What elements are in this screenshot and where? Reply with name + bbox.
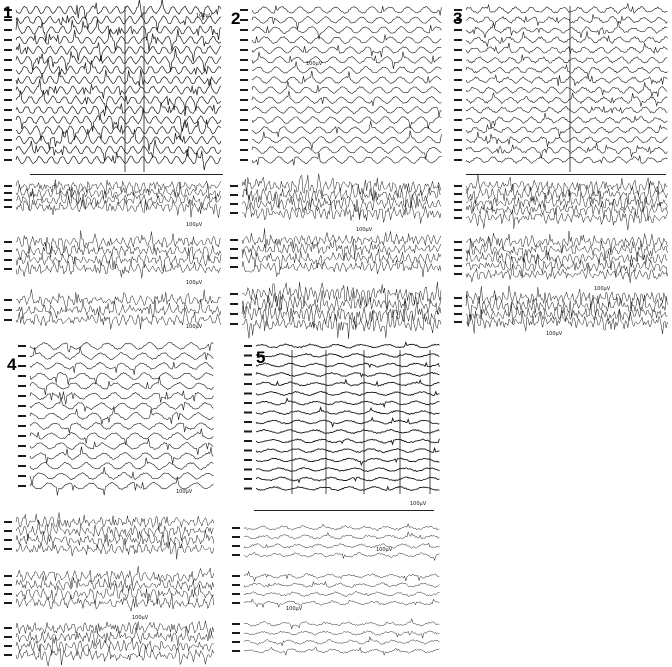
channel-label-mark <box>232 575 240 577</box>
channel-label-mark <box>240 119 248 121</box>
eeg-trace <box>466 143 667 158</box>
channel-label-mark <box>4 39 12 41</box>
channel-label-mark <box>454 185 462 187</box>
eeg-trace <box>244 553 439 561</box>
eeg-trace <box>244 647 439 655</box>
eeg-trace <box>256 487 439 491</box>
channel-label-mark <box>4 309 12 311</box>
eeg-trace <box>252 107 441 117</box>
eeg-trace <box>256 468 439 472</box>
channel-label-mark <box>230 303 238 305</box>
eeg-trace <box>30 423 213 434</box>
eeg-trace <box>256 458 439 465</box>
channel-label-mark <box>454 201 462 203</box>
channel-label-mark <box>4 139 12 141</box>
eeg-trace <box>252 62 441 74</box>
channel-label-mark <box>244 364 252 366</box>
channel-label-mark <box>18 375 26 377</box>
channel-label-mark <box>244 374 252 376</box>
channel-label-mark <box>232 632 240 634</box>
eeg-trace <box>466 93 667 107</box>
channel-label-mark <box>18 475 26 477</box>
channel-label-mark <box>454 241 462 243</box>
eeg-trace <box>466 82 667 97</box>
eeg-trace <box>466 156 667 164</box>
channel-label-mark <box>454 159 462 161</box>
eeg-trace <box>466 190 667 212</box>
scale-bar-label: 100µV <box>196 13 213 19</box>
eeg-trace <box>242 174 441 201</box>
channel-label-mark <box>454 89 462 91</box>
panel-number-5: 5 <box>256 348 266 367</box>
eeg-trace <box>466 14 667 27</box>
channel-label-mark <box>244 412 252 414</box>
channel-label-mark <box>454 49 462 51</box>
eeg-trace <box>16 520 214 542</box>
channel-label-mark <box>454 273 462 275</box>
eeg-trace <box>252 116 441 129</box>
channel-label-mark <box>4 548 12 550</box>
eeg-trace <box>30 347 213 360</box>
channel-label-mark <box>454 209 462 211</box>
channel-label-mark <box>4 299 12 301</box>
channel-label-mark <box>4 584 12 586</box>
channel-label-mark <box>454 69 462 71</box>
eeg-trace <box>244 543 439 548</box>
eeg-trace <box>466 21 667 38</box>
eeg-trace <box>16 513 214 531</box>
eeg-trace <box>30 391 213 405</box>
channel-label-mark <box>454 265 462 267</box>
eeg-trace <box>242 309 441 339</box>
eeg-trace <box>256 363 439 367</box>
channel-label-mark <box>244 431 252 433</box>
eeg-trace <box>252 45 441 57</box>
channel-label-mark <box>232 623 240 625</box>
channel-label-mark <box>244 459 252 461</box>
channel-label-mark <box>4 602 12 604</box>
eeg-trace <box>244 532 439 540</box>
eeg-trace <box>252 147 441 159</box>
channel-label-mark <box>4 199 12 201</box>
channel-label-mark <box>4 192 12 194</box>
eeg-trace <box>256 439 439 445</box>
scale-bar-label: 100µV <box>356 227 373 233</box>
eeg-trace <box>252 25 441 39</box>
channel-label-mark <box>4 99 12 101</box>
channel-label-mark <box>454 39 462 41</box>
eeg-trace <box>466 55 667 64</box>
channel-label-mark <box>240 29 248 31</box>
timeline-rule <box>466 174 666 175</box>
channel-label-mark <box>244 421 252 423</box>
eeg-trace <box>16 593 214 611</box>
channel-label-mark <box>244 488 252 490</box>
channel-label-mark <box>230 257 238 259</box>
channel-label-mark <box>4 521 12 523</box>
channel-label-mark <box>454 119 462 121</box>
scale-bar-label: 100µV <box>186 324 203 330</box>
channel-label-mark <box>230 293 238 295</box>
channel-label-mark <box>4 109 12 111</box>
channel-label-mark <box>4 627 12 629</box>
channel-label-mark <box>232 602 240 604</box>
scale-bar-label: 100µV <box>306 61 323 67</box>
channel-label-mark <box>18 405 26 407</box>
channel-label-mark <box>18 465 26 467</box>
channel-label-mark <box>240 19 248 21</box>
eeg-trace <box>244 582 439 588</box>
channel-label-mark <box>240 49 248 51</box>
channel-label-mark <box>244 345 252 347</box>
channel-label-mark <box>240 69 248 71</box>
channel-label-mark <box>454 249 462 251</box>
channel-label-mark <box>454 297 462 299</box>
scale-bar-label: 100µV <box>410 501 427 507</box>
eeg-trace <box>242 260 441 277</box>
eeg-trace <box>244 619 439 629</box>
channel-label-mark <box>454 193 462 195</box>
channel-label-mark <box>230 212 238 214</box>
scale-bar-label: 100µV <box>286 606 303 612</box>
channel-label-mark <box>240 39 248 41</box>
eeg-trace <box>466 75 667 86</box>
eeg-trace <box>244 637 439 646</box>
channel-label-mark <box>232 554 240 556</box>
eeg-trace <box>30 439 213 455</box>
scale-bar-label: 100µV <box>376 547 393 553</box>
eeg-trace <box>466 43 667 54</box>
eeg-trace <box>30 362 213 375</box>
channel-label-mark <box>454 29 462 31</box>
channel-label-mark <box>18 345 26 347</box>
channel-label-mark <box>4 159 12 161</box>
eeg-trace <box>256 380 439 386</box>
channel-label-mark <box>18 425 26 427</box>
channel-label-mark <box>244 450 252 452</box>
eeg-trace <box>16 538 214 559</box>
channel-label-mark <box>232 641 240 643</box>
scale-bar-label: 100µV <box>176 489 193 495</box>
eeg-trace <box>466 183 667 206</box>
eeg-trace <box>16 103 221 121</box>
eeg-trace <box>466 174 667 198</box>
eeg-trace <box>256 408 439 415</box>
eeg-trace <box>466 263 667 283</box>
eeg-trace <box>16 621 214 638</box>
eeg-trace <box>244 524 439 531</box>
eeg-trace <box>16 19 221 42</box>
eeg-trace <box>30 467 213 485</box>
channel-label-mark <box>244 383 252 385</box>
eeg-trace <box>256 429 439 433</box>
channel-label-mark <box>18 355 26 357</box>
eeg-trace <box>16 139 221 161</box>
eeg-trace <box>30 373 213 385</box>
channel-label-mark <box>18 445 26 447</box>
channel-label-mark <box>240 159 248 161</box>
channel-label-mark <box>4 119 12 121</box>
eeg-trace <box>30 406 213 424</box>
eeg-trace <box>256 342 439 348</box>
channel-label-mark <box>454 217 462 219</box>
channel-label-mark <box>454 313 462 315</box>
channel-label-mark <box>4 268 12 270</box>
eeg-trace <box>244 599 439 607</box>
channel-label-mark <box>244 478 252 480</box>
channel-label-mark <box>454 305 462 307</box>
channel-label-mark <box>4 645 12 647</box>
channel-label-mark <box>4 129 12 131</box>
channel-label-mark <box>4 79 12 81</box>
scale-bar-label: 100µV <box>186 280 203 286</box>
panel-number-2: 2 <box>231 9 241 28</box>
channel-label-mark <box>244 469 252 471</box>
channel-label-mark <box>244 402 252 404</box>
eeg-trace <box>16 42 221 61</box>
timeline-rule <box>254 510 434 511</box>
eeg-trace <box>16 299 221 319</box>
timeline-rule <box>30 174 223 175</box>
eeg-trace <box>16 289 221 311</box>
channel-label-mark <box>4 49 12 51</box>
channel-label-mark <box>454 99 462 101</box>
scale-bar-label: 100µV <box>186 222 203 228</box>
eeg-trace <box>256 372 439 376</box>
channel-label-mark <box>230 266 238 268</box>
channel-label-mark <box>240 139 248 141</box>
eeg-trace <box>466 132 667 147</box>
eeg-trace <box>30 447 213 464</box>
channel-label-mark <box>18 455 26 457</box>
eeg-trace <box>252 16 441 29</box>
eeg-trace <box>256 418 439 427</box>
eeg-trace <box>242 240 441 260</box>
eeg-trace <box>16 90 221 111</box>
channel-label-mark <box>240 79 248 81</box>
channel-label-mark <box>454 139 462 141</box>
channel-label-mark <box>232 545 240 547</box>
eeg-trace <box>252 52 441 69</box>
channel-label-mark <box>454 129 462 131</box>
channel-label-mark <box>244 440 252 442</box>
eeg-trace <box>244 592 439 597</box>
eeg-trace <box>466 125 667 137</box>
eeg-trace <box>16 149 221 170</box>
eeg-trace <box>16 566 214 588</box>
channel-label-mark <box>18 395 26 397</box>
channel-label-mark <box>454 79 462 81</box>
channel-label-mark <box>4 530 12 532</box>
eeg-trace <box>466 254 667 278</box>
eeg-trace <box>256 448 439 452</box>
channel-label-mark <box>240 129 248 131</box>
eeg-trace <box>256 399 439 407</box>
channel-label-mark <box>18 435 26 437</box>
channel-label-mark <box>240 59 248 61</box>
eeg-trace <box>466 113 667 129</box>
eeg-trace <box>16 576 214 592</box>
channel-label-mark <box>4 259 12 261</box>
channel-label-mark <box>4 575 12 577</box>
channel-label-mark <box>4 250 12 252</box>
channel-label-mark <box>4 539 12 541</box>
eeg-trace <box>16 242 221 261</box>
channel-label-mark <box>4 89 12 91</box>
channel-label-mark <box>4 149 12 151</box>
channel-label-mark <box>18 385 26 387</box>
scale-bar-label: 100µV <box>132 615 149 621</box>
channel-label-mark <box>4 185 12 187</box>
panel-number-4: 4 <box>7 355 17 374</box>
eeg-trace <box>252 6 441 16</box>
channel-label-mark <box>4 654 12 656</box>
channel-label-mark <box>230 313 238 315</box>
channel-label-mark <box>454 59 462 61</box>
channel-label-mark <box>240 89 248 91</box>
eeg-trace <box>252 153 441 166</box>
channel-label-mark <box>240 99 248 101</box>
channel-label-mark <box>4 593 12 595</box>
channel-label-mark <box>18 485 26 487</box>
panel-number-1: 1 <box>3 3 13 22</box>
channel-label-mark <box>454 149 462 151</box>
eeg-trace <box>244 571 439 581</box>
panel-number-3: 3 <box>453 9 463 28</box>
eeg-trace <box>244 631 439 638</box>
eeg-trace <box>256 391 439 395</box>
channel-label-mark <box>4 69 12 71</box>
channel-label-mark <box>230 203 238 205</box>
channel-label-mark <box>240 109 248 111</box>
channel-label-mark <box>244 355 252 357</box>
channel-label-mark <box>232 584 240 586</box>
eeg-trace <box>466 31 667 46</box>
channel-label-mark <box>232 536 240 538</box>
channel-label-mark <box>230 323 238 325</box>
channel-label-mark <box>244 393 252 395</box>
channel-label-mark <box>4 319 12 321</box>
channel-label-mark <box>454 321 462 323</box>
channel-label-mark <box>4 206 12 208</box>
eeg-trace <box>16 257 221 279</box>
eeg-trace <box>16 180 221 196</box>
scale-bar-label: 100µV <box>546 331 563 337</box>
channel-label-mark <box>18 415 26 417</box>
channel-label-mark <box>18 365 26 367</box>
channel-label-mark <box>240 9 248 11</box>
eeg-trace <box>466 4 667 14</box>
channel-label-mark <box>232 650 240 652</box>
eeg-trace <box>30 342 213 352</box>
eeg-trace <box>252 130 441 149</box>
scale-bar-label: 100µV <box>594 286 611 292</box>
eeg-trace <box>252 81 441 93</box>
channel-label-mark <box>230 194 238 196</box>
channel-label-mark <box>230 248 238 250</box>
channel-label-mark <box>4 59 12 61</box>
channel-label-mark <box>232 593 240 595</box>
eeg-trace <box>466 309 667 334</box>
channel-label-mark <box>230 239 238 241</box>
eeg-trace <box>252 34 441 43</box>
eeg-trace <box>30 458 213 470</box>
channel-label-mark <box>230 185 238 187</box>
eeg-trace <box>466 106 667 113</box>
channel-label-mark <box>454 109 462 111</box>
channel-label-mark <box>232 527 240 529</box>
channel-label-mark <box>454 257 462 259</box>
channel-label-mark <box>4 29 12 31</box>
eeg-trace <box>30 397 213 412</box>
eeg-trace <box>252 71 441 84</box>
channel-label-mark <box>240 149 248 151</box>
eeg-trace <box>256 477 439 482</box>
eeg-trace <box>256 354 439 358</box>
eeg-trace <box>16 70 221 87</box>
channel-label-mark <box>4 241 12 243</box>
eeg-trace <box>30 377 213 395</box>
channel-label-mark <box>4 636 12 638</box>
